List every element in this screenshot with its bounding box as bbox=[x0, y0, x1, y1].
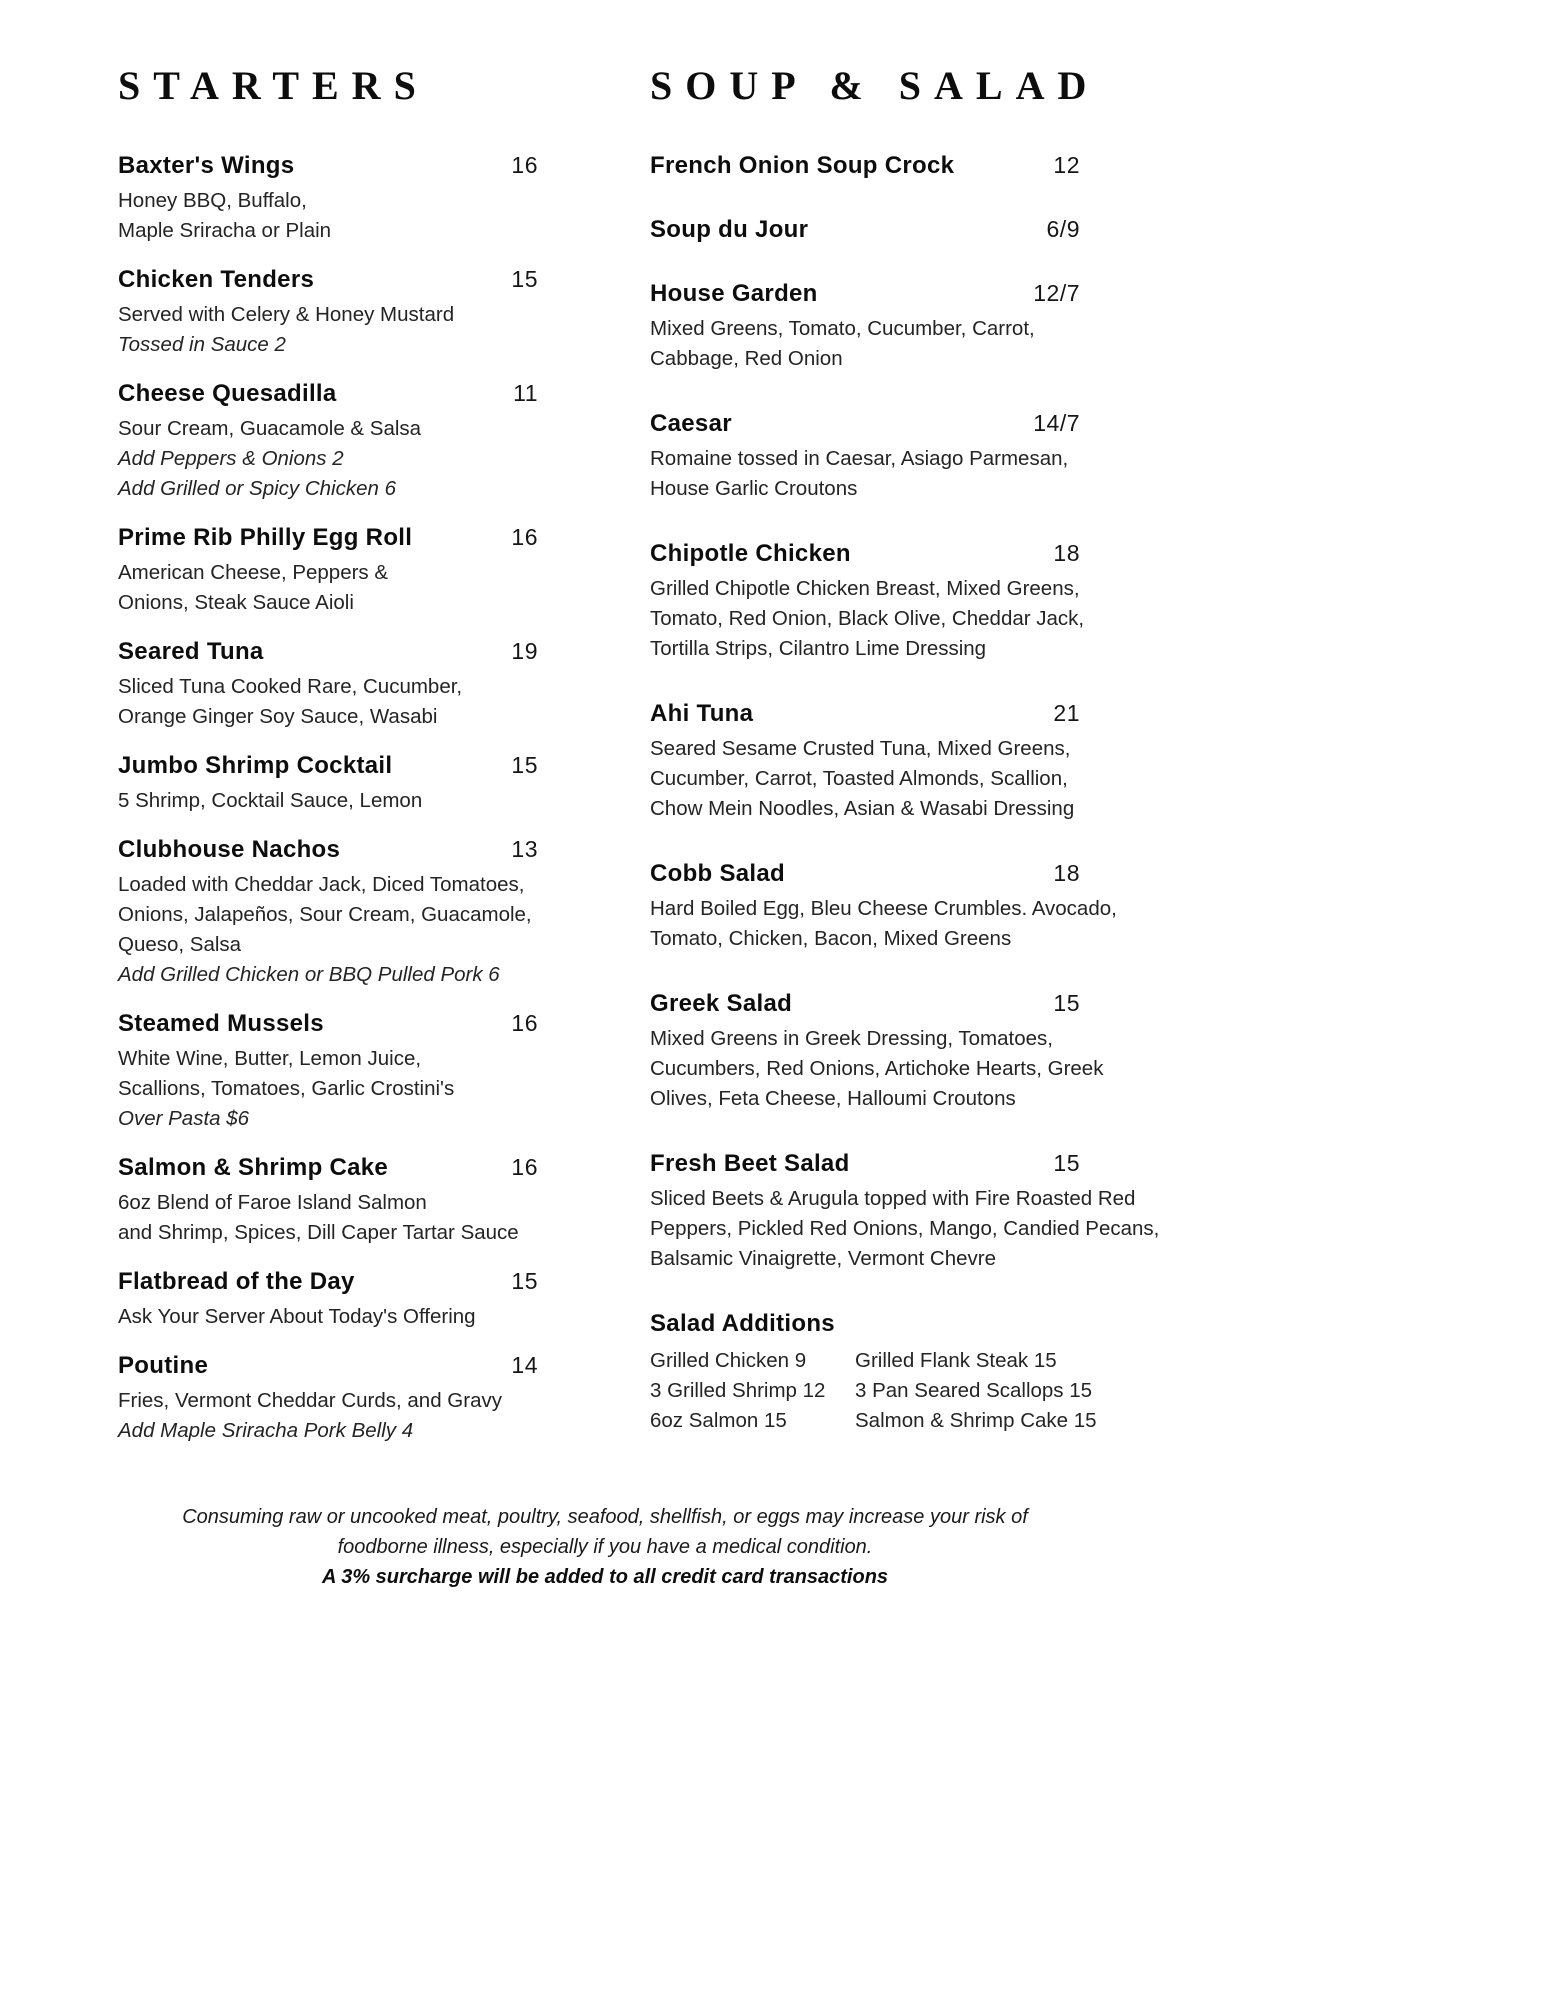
item-price: 19 bbox=[511, 638, 538, 664]
item-name: Fresh Beet Salad bbox=[650, 1150, 850, 1177]
item-name: Salad Additions bbox=[650, 1310, 835, 1337]
item-french-onion-soup-crock bbox=[650, 152, 1190, 180]
item-description bbox=[118, 186, 563, 246]
soup-salad-section bbox=[650, 62, 1190, 1472]
description-line: Seared Sesame Crusted Tuna, Mixed Greens, bbox=[650, 737, 1071, 760]
item-header bbox=[650, 280, 1080, 308]
item-ahi-tuna bbox=[650, 700, 1190, 824]
disclaimer-line-1: Consuming raw or uncooked meat, poultry, seafood, shellfish, or eggs may increase your risk of bbox=[182, 1506, 1028, 1528]
item-note-line: Tossed in Sauce 2 bbox=[118, 333, 286, 356]
starters-section bbox=[118, 62, 563, 1466]
item-clubhouse-nachos bbox=[118, 836, 563, 990]
item-cobb-salad bbox=[650, 860, 1190, 954]
description-line: 6oz Blend of Faroe Island Salmon bbox=[118, 1191, 427, 1214]
item-name: Flatbread of the Day bbox=[118, 1268, 355, 1295]
additions-grid bbox=[650, 1346, 1190, 1436]
item-name: Cobb Salad bbox=[650, 860, 786, 887]
item-note-line: Add Maple Sriracha Pork Belly 4 bbox=[118, 1419, 414, 1442]
description-line: Olives, Feta Cheese, Halloumi Croutons bbox=[650, 1087, 1016, 1110]
addition-option: Grilled Chicken 9 bbox=[650, 1349, 807, 1372]
item-salmon-shrimp-cake bbox=[118, 1154, 563, 1248]
description-line: Romaine tossed in Caesar, Asiago Parmesan, bbox=[650, 447, 1069, 470]
item-header bbox=[118, 1268, 538, 1296]
item-price: 18 bbox=[1053, 860, 1080, 886]
item-seared-tuna bbox=[118, 638, 563, 732]
item-price: 15 bbox=[511, 752, 538, 778]
item-name: Caesar bbox=[650, 410, 732, 437]
item-name: Soup du Jour bbox=[650, 216, 809, 243]
description-line: Fries, Vermont Cheddar Curds, and Gravy bbox=[118, 1389, 502, 1412]
item-header bbox=[118, 152, 538, 180]
description-line: White Wine, Butter, Lemon Juice, bbox=[118, 1047, 422, 1070]
addition-option: 3 Grilled Shrimp 12 bbox=[650, 1379, 826, 1402]
item-description bbox=[650, 894, 1190, 954]
item-description bbox=[118, 1044, 563, 1134]
item-name: House Garden bbox=[650, 280, 818, 307]
item-header bbox=[650, 700, 1080, 728]
description-line: Cucumbers, Red Onions, Artichoke Hearts, Greek bbox=[650, 1057, 1104, 1080]
disclaimer-line-2: foodborne illness, especially if you have a medical condition. bbox=[337, 1536, 873, 1558]
description-line: Sour Cream, Guacamole & Salsa bbox=[118, 417, 422, 440]
description-line: Scallions, Tomatoes, Garlic Crostini's bbox=[118, 1077, 455, 1100]
item-greek-salad bbox=[650, 990, 1190, 1114]
item-note-line: Add Grilled or Spicy Chicken 6 bbox=[118, 477, 397, 500]
item-price: 16 bbox=[511, 152, 538, 178]
item-header bbox=[650, 216, 1080, 244]
item-name: Steamed Mussels bbox=[118, 1010, 324, 1037]
item-price: 15 bbox=[511, 266, 538, 292]
description-line: and Shrimp, Spices, Dill Caper Tartar Sauce bbox=[118, 1221, 519, 1244]
item-name: Baxter's Wings bbox=[118, 152, 295, 179]
item-fresh-beet-salad bbox=[650, 1150, 1190, 1274]
description-line: Chow Mein Noodles, Asian & Wasabi Dressing bbox=[650, 797, 1075, 820]
item-name: Prime Rib Philly Egg Roll bbox=[118, 524, 413, 551]
surcharge-note: A 3% surcharge will be added to all credit card transactions bbox=[321, 1566, 889, 1588]
item-description bbox=[650, 574, 1190, 664]
item-description bbox=[650, 1184, 1190, 1274]
item-name: Clubhouse Nachos bbox=[118, 836, 341, 863]
item-name: Chipotle Chicken bbox=[650, 540, 851, 567]
item-description bbox=[118, 1302, 563, 1332]
description-line: American Cheese, Peppers & bbox=[118, 561, 389, 584]
item-chicken-tenders bbox=[118, 266, 563, 360]
menu-columns bbox=[0, 62, 1545, 1472]
item-description bbox=[650, 734, 1190, 824]
description-line: Peppers, Pickled Red Onions, Mango, Candied Pecans, bbox=[650, 1217, 1160, 1240]
footer-disclaimer bbox=[0, 1502, 1210, 1592]
item-name: Salmon & Shrimp Cake bbox=[118, 1154, 389, 1181]
item-note-line: Add Grilled Chicken or BBQ Pulled Pork 6 bbox=[118, 963, 500, 986]
soup-salad-title: SOUP & SALAD bbox=[650, 63, 1100, 108]
description-line: 5 Shrimp, Cocktail Sauce, Lemon bbox=[118, 789, 423, 812]
item-price: 16 bbox=[511, 524, 538, 550]
item-description bbox=[118, 558, 563, 618]
item-header bbox=[650, 1310, 1080, 1338]
item-name: Ahi Tuna bbox=[650, 700, 754, 727]
item-price: 16 bbox=[511, 1010, 538, 1036]
item-header bbox=[650, 990, 1080, 1018]
item-header bbox=[118, 380, 538, 408]
description-line: Ask Your Server About Today's Offering bbox=[118, 1305, 476, 1328]
addition-option: Salmon & Shrimp Cake 15 bbox=[855, 1409, 1097, 1432]
description-line: Sliced Tuna Cooked Rare, Cucumber, bbox=[118, 675, 463, 698]
item-price: 15 bbox=[511, 1268, 538, 1294]
description-line: Balsamic Vinaigrette, Vermont Chevre bbox=[650, 1247, 997, 1270]
item-name: Poutine bbox=[118, 1352, 209, 1379]
description-line: Tomato, Chicken, Bacon, Mixed Greens bbox=[650, 927, 1012, 950]
item-header bbox=[118, 266, 538, 294]
item-header bbox=[118, 1352, 538, 1380]
addition-option: 6oz Salmon 15 bbox=[650, 1409, 787, 1432]
description-line: Cabbage, Red Onion bbox=[650, 347, 843, 370]
item-description bbox=[118, 672, 563, 732]
item-description bbox=[118, 300, 563, 360]
salad-additions bbox=[650, 1310, 1190, 1436]
description-line: Queso, Salsa bbox=[118, 933, 242, 956]
description-line: Grilled Chipotle Chicken Breast, Mixed Greens, bbox=[650, 577, 1080, 600]
item-description bbox=[118, 1386, 563, 1446]
item-description bbox=[650, 314, 1190, 374]
item-price: 12/7 bbox=[1033, 280, 1080, 306]
item-name: Jumbo Shrimp Cocktail bbox=[118, 752, 393, 779]
item-price: 14/7 bbox=[1033, 410, 1080, 436]
item-name: Greek Salad bbox=[650, 990, 793, 1017]
item-price: 21 bbox=[1053, 700, 1080, 726]
item-baxters-wings bbox=[118, 152, 563, 246]
item-name: French Onion Soup Crock bbox=[650, 152, 955, 179]
item-cheese-quesadilla bbox=[118, 380, 563, 504]
description-line: Mixed Greens, Tomato, Cucumber, Carrot, bbox=[650, 317, 1035, 340]
item-name: Chicken Tenders bbox=[118, 266, 315, 293]
description-line: Hard Boiled Egg, Bleu Cheese Crumbles. Avocado, bbox=[650, 897, 1117, 920]
item-header bbox=[650, 860, 1080, 888]
description-line: Honey BBQ, Buffalo, bbox=[118, 189, 307, 212]
item-description bbox=[118, 414, 563, 504]
item-caesar bbox=[650, 410, 1190, 504]
description-line: Sliced Beets & Arugula topped with Fire Roasted Red bbox=[650, 1187, 1136, 1210]
item-header bbox=[118, 1010, 538, 1038]
item-house-garden bbox=[650, 280, 1190, 374]
description-line: Orange Ginger Soy Sauce, Wasabi bbox=[118, 705, 438, 728]
item-name: Seared Tuna bbox=[118, 638, 264, 665]
item-poutine bbox=[118, 1352, 563, 1446]
description-line: Cucumber, Carrot, Toasted Almonds, Scallion, bbox=[650, 767, 1068, 790]
item-steamed-mussels bbox=[118, 1010, 563, 1134]
item-price: 15 bbox=[1053, 1150, 1080, 1176]
addition-option: Grilled Flank Steak 15 bbox=[855, 1349, 1057, 1372]
addition-option: 3 Pan Seared Scallops 15 bbox=[855, 1379, 1093, 1402]
item-soup-du-jour bbox=[650, 216, 1190, 244]
item-header bbox=[650, 410, 1080, 438]
description-line: Onions, Steak Sauce Aioli bbox=[118, 591, 354, 614]
item-price: 18 bbox=[1053, 540, 1080, 566]
description-line: Served with Celery & Honey Mustard bbox=[118, 303, 455, 326]
item-header bbox=[650, 1150, 1080, 1178]
description-line: Loaded with Cheddar Jack, Diced Tomatoes, bbox=[118, 873, 525, 896]
item-note-line: Over Pasta $6 bbox=[118, 1107, 250, 1130]
item-price: 16 bbox=[511, 1154, 538, 1180]
item-description bbox=[650, 444, 1190, 504]
item-flatbread-of-the-day bbox=[118, 1268, 563, 1332]
item-prime-rib-philly-egg-roll bbox=[118, 524, 563, 618]
item-header bbox=[650, 152, 1080, 180]
description-line: Onions, Jalapeños, Sour Cream, Guacamole, bbox=[118, 903, 532, 926]
item-price: 15 bbox=[1053, 990, 1080, 1016]
item-description bbox=[118, 870, 563, 990]
item-price: 6/9 bbox=[1046, 216, 1080, 242]
item-header bbox=[650, 540, 1080, 568]
item-price: 14 bbox=[511, 1352, 538, 1378]
item-price: 11 bbox=[513, 380, 538, 406]
item-jumbo-shrimp-cocktail bbox=[118, 752, 563, 816]
item-header bbox=[118, 638, 538, 666]
description-line: Tortilla Strips, Cilantro Lime Dressing bbox=[650, 637, 987, 660]
item-header bbox=[118, 836, 538, 864]
description-line: House Garlic Croutons bbox=[650, 477, 858, 500]
item-name: Cheese Quesadilla bbox=[118, 380, 337, 407]
item-header bbox=[118, 752, 538, 780]
description-line: Mixed Greens in Greek Dressing, Tomatoes, bbox=[650, 1027, 1053, 1050]
item-header bbox=[118, 1154, 538, 1182]
starters-title: STARTERS bbox=[118, 63, 429, 108]
description-line: Maple Sriracha or Plain bbox=[118, 219, 332, 242]
item-description bbox=[118, 1188, 563, 1248]
item-price: 12 bbox=[1053, 152, 1080, 178]
item-description bbox=[650, 1024, 1190, 1114]
item-description bbox=[118, 786, 563, 816]
item-price: 13 bbox=[511, 836, 538, 862]
item-chipotle-chicken bbox=[650, 540, 1190, 664]
description-line: Tomato, Red Onion, Black Olive, Cheddar Jack, bbox=[650, 607, 1085, 630]
item-note-line: Add Peppers & Onions 2 bbox=[118, 447, 344, 470]
item-header bbox=[118, 524, 538, 552]
